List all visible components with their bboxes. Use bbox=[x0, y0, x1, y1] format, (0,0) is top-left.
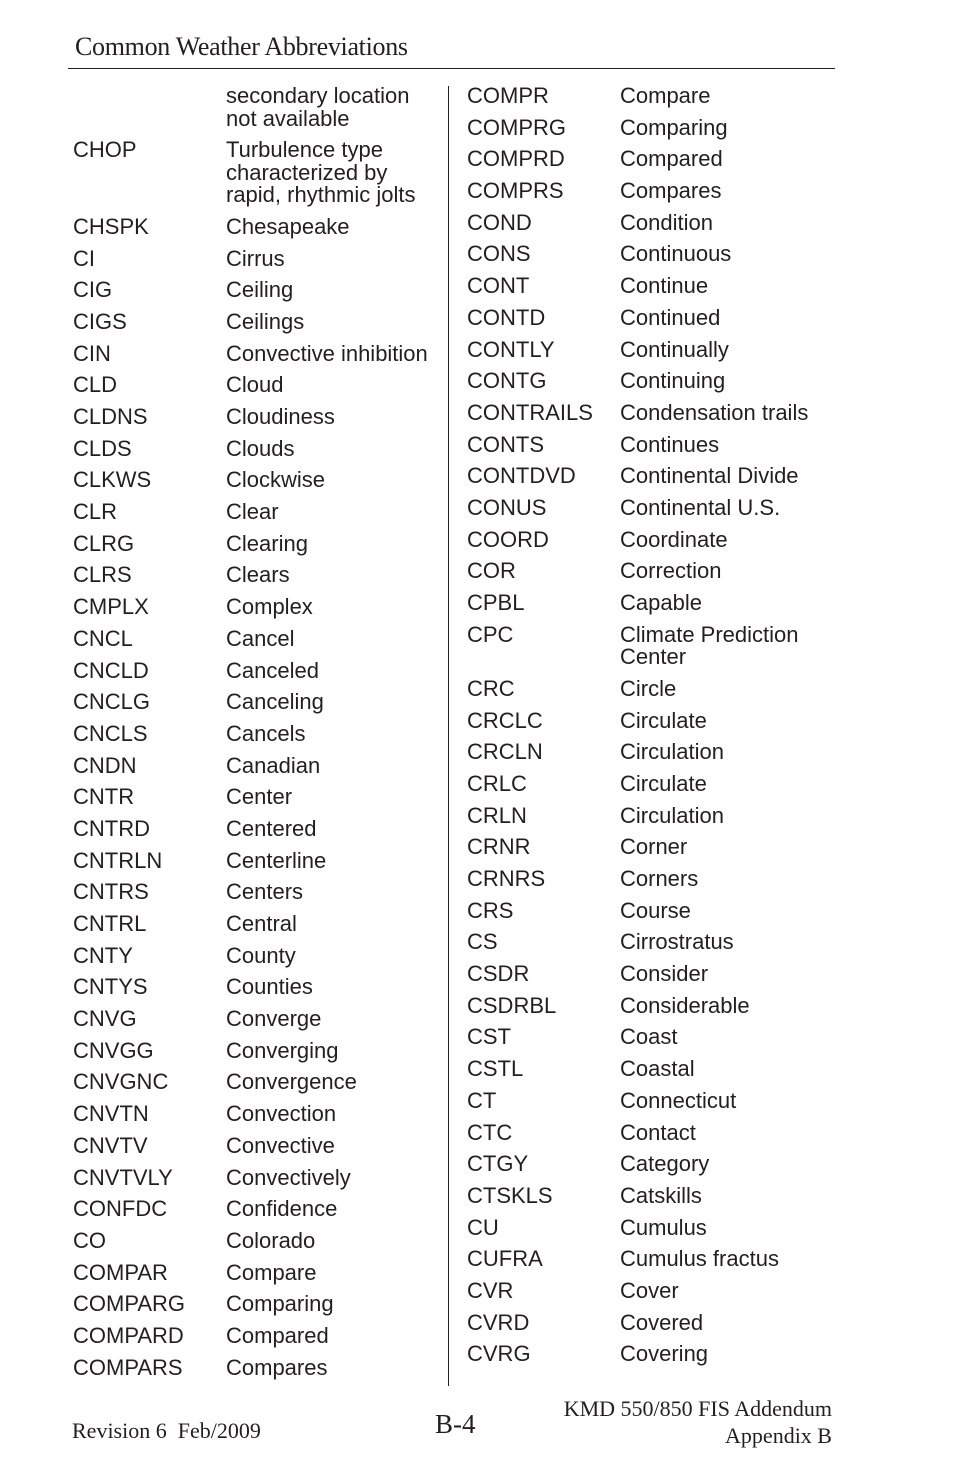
abbreviation-term: CTC bbox=[467, 1119, 513, 1145]
abbreviation-meaning: Turbulence type characterized by rapid, rhythmic jolts bbox=[226, 137, 416, 208]
abbreviation-meaning: Cancels bbox=[226, 720, 306, 746]
abbreviation-term: CS bbox=[467, 929, 498, 955]
abbreviation-meaning: Cloudiness bbox=[226, 404, 335, 429]
abbreviation-row bbox=[73, 1322, 443, 1357]
abbreviation-meaning: Circulation bbox=[620, 739, 724, 765]
abbreviation-row bbox=[73, 1071, 443, 1103]
abbreviation-meaning: Compare bbox=[226, 1259, 317, 1285]
abbreviation-term: CONFDC bbox=[73, 1196, 168, 1222]
abbreviation-row bbox=[467, 465, 837, 497]
abbreviation-term: CLRG bbox=[73, 530, 135, 556]
abbreviation-row bbox=[467, 897, 837, 932]
abbreviation-term: CSDRBL bbox=[467, 992, 557, 1018]
abbreviation-term: COMPRG bbox=[467, 114, 566, 140]
abbreviation-term: CNVTVLY bbox=[73, 1164, 173, 1190]
abbreviation-meaning: Counties bbox=[226, 974, 313, 1000]
abbreviation-term: CLD bbox=[73, 372, 118, 398]
abbreviation-row bbox=[467, 336, 837, 371]
abbreviation-meaning: Covering bbox=[620, 1341, 709, 1367]
abbreviation-row bbox=[467, 494, 837, 529]
abbreviation-meaning: Course bbox=[620, 897, 691, 923]
abbreviation-term: CLDS bbox=[73, 435, 132, 461]
abbreviation-term: CLRS bbox=[73, 562, 132, 588]
abbreviation-meaning: Complex bbox=[226, 594, 313, 620]
abbreviation-row bbox=[73, 406, 443, 438]
abbreviation-term: CNCLS bbox=[73, 720, 148, 746]
abbreviation-row bbox=[73, 625, 443, 660]
column-divider bbox=[448, 86, 449, 1386]
abbreviation-row bbox=[73, 1259, 443, 1294]
abbreviation-meaning: Circulate bbox=[620, 707, 707, 733]
abbreviation-meaning: Canadian bbox=[226, 752, 321, 778]
abbreviation-term: CIGS bbox=[73, 308, 127, 334]
abbreviation-term: CNTRD bbox=[73, 815, 150, 841]
abbreviation-row bbox=[467, 931, 837, 963]
abbreviation-meaning: Convection bbox=[226, 1101, 337, 1127]
abbreviation-row bbox=[467, 741, 837, 773]
abbreviation-meaning: Clears bbox=[226, 562, 290, 588]
abbreviation-row bbox=[467, 1309, 837, 1344]
appendix-label: Appendix B bbox=[725, 1423, 832, 1448]
abbreviation-row bbox=[73, 1132, 443, 1167]
abbreviation-row bbox=[73, 1164, 443, 1199]
abbreviation-meaning: Continue bbox=[620, 273, 709, 299]
abbreviation-row bbox=[73, 1037, 443, 1072]
abbreviation-row bbox=[467, 802, 837, 837]
abbreviation-term: CLDNS bbox=[73, 404, 148, 429]
abbreviation-term: CI bbox=[73, 245, 95, 271]
abbreviation-term: CNVGNC bbox=[73, 1069, 169, 1095]
abbreviation-term: CNCLD bbox=[73, 657, 149, 683]
abbreviation-row bbox=[467, 592, 837, 624]
abbreviation-term: CNVTN bbox=[73, 1101, 149, 1127]
abbreviation-term: CRLC bbox=[467, 770, 527, 796]
abbreviation-term: CRCLC bbox=[467, 707, 543, 733]
abbreviation-row bbox=[467, 275, 837, 307]
abbreviation-row bbox=[467, 148, 837, 180]
abbreviation-term: CTGY bbox=[467, 1151, 529, 1177]
abbreviation-term: CONTG bbox=[467, 368, 547, 394]
abbreviation-term: CLKWS bbox=[73, 467, 152, 493]
abbreviation-meaning: Capable bbox=[620, 590, 702, 615]
page-title: Common Weather Abbreviations bbox=[75, 32, 408, 61]
abbreviation-row bbox=[467, 1153, 837, 1185]
abbreviation-row bbox=[467, 370, 837, 402]
abbreviation-row bbox=[467, 560, 837, 592]
abbreviation-row bbox=[467, 1119, 837, 1154]
abbreviation-term: CVR bbox=[467, 1277, 514, 1303]
abbreviation-row bbox=[73, 340, 443, 375]
abbreviation-term: CHOP bbox=[73, 137, 137, 163]
abbreviation-row bbox=[73, 308, 443, 343]
abbreviation-row bbox=[73, 752, 443, 787]
abbreviation-row bbox=[467, 526, 837, 561]
abbreviation-meaning: Convective inhibition bbox=[226, 340, 428, 366]
abbreviation-meaning: Cumulus fractus bbox=[620, 1246, 779, 1272]
abbreviation-term: CT bbox=[467, 1087, 497, 1113]
abbreviation-row bbox=[73, 976, 443, 1008]
abbreviation-row bbox=[73, 786, 443, 818]
abbreviation-term: CNTRS bbox=[73, 879, 149, 905]
abbreviation-meaning: secondary location not available bbox=[226, 83, 410, 131]
abbreviation-meaning: Convectively bbox=[226, 1164, 351, 1190]
abbreviation-term: CSTL bbox=[467, 1056, 524, 1082]
abbreviation-meaning: Canceled bbox=[226, 657, 319, 683]
abbreviation-meaning: Covered bbox=[620, 1309, 704, 1335]
abbreviation-row bbox=[73, 564, 443, 596]
abbreviation-row bbox=[73, 279, 443, 311]
abbreviation-meaning: Cumulus bbox=[620, 1214, 707, 1240]
abbreviation-term: CONS bbox=[467, 241, 531, 267]
abbreviation-row bbox=[467, 1087, 837, 1122]
abbreviation-term: CO bbox=[73, 1227, 106, 1253]
abbreviation-term: CONTLY bbox=[467, 336, 555, 362]
abbreviation-row bbox=[467, 1182, 837, 1217]
abbreviation-row bbox=[467, 114, 837, 149]
abbreviation-row bbox=[73, 1103, 443, 1135]
abbreviation-meaning: Connecticut bbox=[620, 1087, 737, 1113]
abbreviation-row bbox=[467, 1058, 837, 1090]
abbreviation-meaning: Continues bbox=[620, 431, 720, 457]
abbreviation-row bbox=[73, 657, 443, 692]
abbreviation-meaning: Confidence bbox=[226, 1196, 338, 1222]
abbreviation-term: CMPLX bbox=[73, 594, 149, 620]
abbreviation-meaning: Clockwise bbox=[226, 467, 326, 493]
abbreviation-row bbox=[467, 85, 837, 117]
abbreviation-row bbox=[467, 707, 837, 742]
abbreviation-row bbox=[467, 963, 837, 995]
abbreviation-row bbox=[73, 213, 443, 248]
abbreviation-term: CVRG bbox=[467, 1341, 531, 1367]
abbreviation-term: CRS bbox=[467, 897, 514, 923]
abbreviation-row bbox=[73, 245, 443, 280]
abbreviation-term: COND bbox=[467, 209, 532, 235]
abbreviation-term: CRNRS bbox=[467, 866, 546, 891]
abbreviation-term: CST bbox=[467, 1024, 511, 1050]
abbreviation-term: CLR bbox=[73, 499, 118, 525]
abbreviation-row bbox=[467, 1248, 837, 1280]
abbreviation-row bbox=[467, 1026, 837, 1058]
abbreviation-term: COMPARD bbox=[73, 1322, 184, 1348]
abbreviation-meaning: Clouds bbox=[226, 435, 295, 461]
abbreviation-meaning: Comparing bbox=[226, 1291, 334, 1317]
abbreviation-meaning: Comparing bbox=[620, 114, 728, 140]
abbreviation-list-right bbox=[467, 85, 837, 1375]
abbreviation-row bbox=[467, 209, 837, 244]
abbreviation-meaning: Centers bbox=[226, 879, 304, 905]
abbreviation-meaning: Cloud bbox=[226, 372, 284, 398]
abbreviation-meaning: Compared bbox=[620, 146, 723, 172]
abbreviation-row bbox=[73, 374, 443, 406]
abbreviation-row bbox=[73, 1198, 443, 1230]
page-number: B-4 bbox=[435, 1409, 476, 1439]
abbreviation-row bbox=[467, 1214, 837, 1249]
abbreviation-row bbox=[73, 501, 443, 533]
abbreviation-row bbox=[467, 621, 837, 678]
abbreviation-term: CUFRA bbox=[467, 1246, 543, 1272]
abbreviation-term: CIG bbox=[73, 277, 113, 303]
abbreviation-term: CSDR bbox=[467, 961, 530, 987]
abbreviation-meaning: Converging bbox=[226, 1037, 339, 1063]
abbreviation-term: CONTD bbox=[467, 304, 546, 330]
abbreviation-meaning: Ceiling bbox=[226, 277, 294, 303]
abbreviation-row bbox=[467, 399, 837, 434]
abbreviation-row bbox=[73, 139, 443, 216]
header-divider bbox=[68, 68, 835, 69]
abbreviation-term: CNTYS bbox=[73, 974, 148, 1000]
abbreviation-meaning: Climate Prediction Center bbox=[620, 621, 799, 670]
abbreviation-term: CNCLG bbox=[73, 689, 151, 715]
abbreviation-row bbox=[467, 304, 837, 339]
abbreviation-term: COORD bbox=[467, 526, 549, 552]
abbreviation-list-left bbox=[73, 85, 443, 1388]
abbreviation-meaning: Continually bbox=[620, 336, 729, 362]
abbreviation-row bbox=[73, 1354, 443, 1389]
abbreviation-row bbox=[73, 530, 443, 565]
abbreviation-meaning: Converge bbox=[226, 1006, 322, 1032]
abbreviation-row bbox=[73, 596, 443, 628]
abbreviation-term: CU bbox=[467, 1214, 499, 1240]
abbreviation-meaning: Centerline bbox=[226, 847, 327, 873]
abbreviation-meaning: Corner bbox=[620, 834, 688, 860]
abbreviation-meaning: Correction bbox=[620, 558, 722, 584]
abbreviation-meaning: County bbox=[226, 942, 296, 968]
abbreviation-term: CNVGG bbox=[73, 1037, 154, 1063]
document-title: KMD 550/850 FIS Addendum bbox=[563, 1396, 832, 1421]
abbreviation-row bbox=[73, 913, 443, 945]
abbreviation-row bbox=[73, 847, 443, 882]
abbreviation-term: CNTRLN bbox=[73, 847, 163, 873]
abbreviation-meaning: Canceling bbox=[226, 689, 324, 715]
abbreviation-term: CPC bbox=[467, 621, 514, 647]
abbreviation-meaning: Consider bbox=[620, 961, 709, 987]
abbreviation-row bbox=[467, 431, 837, 466]
abbreviation-meaning: Colorado bbox=[226, 1227, 316, 1253]
abbreviation-meaning: Convergence bbox=[226, 1069, 357, 1095]
abbreviation-term: CNDN bbox=[73, 752, 137, 778]
abbreviation-row bbox=[467, 243, 837, 275]
abbreviation-meaning: Clear bbox=[226, 499, 279, 525]
abbreviation-term: COMPAR bbox=[73, 1259, 168, 1285]
abbreviation-row bbox=[73, 1293, 443, 1325]
abbreviation-meaning: Chesapeake bbox=[226, 213, 350, 239]
abbreviation-meaning: Cover bbox=[620, 1277, 679, 1303]
abbreviation-meaning: Coast bbox=[620, 1024, 678, 1050]
abbreviation-term: COR bbox=[467, 558, 516, 584]
abbreviation-meaning: Considerable bbox=[620, 992, 750, 1018]
abbreviation-meaning: Continuous bbox=[620, 241, 732, 267]
abbreviation-row bbox=[467, 770, 837, 805]
abbreviation-row bbox=[73, 691, 443, 723]
document-info bbox=[564, 1395, 832, 1449]
abbreviation-meaning: Condition bbox=[620, 209, 713, 235]
abbreviation-term: CHSPK bbox=[73, 213, 149, 239]
abbreviation-term: COMPRD bbox=[467, 146, 565, 172]
abbreviation-meaning: Compared bbox=[226, 1322, 329, 1348]
abbreviation-term: CONT bbox=[467, 273, 530, 299]
abbreviation-term: CNTRL bbox=[73, 911, 147, 936]
abbreviation-meaning: Convective bbox=[226, 1132, 335, 1158]
abbreviation-row bbox=[73, 815, 443, 850]
abbreviation-meaning: Cancel bbox=[226, 625, 295, 651]
abbreviation-meaning: Corners bbox=[620, 866, 699, 891]
abbreviation-row bbox=[467, 992, 837, 1027]
abbreviation-meaning: Compare bbox=[620, 83, 711, 108]
abbreviation-term: CONTRAILS bbox=[467, 399, 593, 425]
abbreviation-term: CIN bbox=[73, 340, 111, 366]
abbreviation-row bbox=[73, 720, 443, 755]
abbreviation-term bbox=[73, 85, 226, 130]
abbreviation-term: CRC bbox=[467, 675, 515, 701]
abbreviation-meaning: Circulation bbox=[620, 802, 724, 828]
abbreviation-meaning: Catskills bbox=[620, 1182, 702, 1208]
abbreviation-meaning: Compares bbox=[226, 1354, 328, 1380]
abbreviation-term: CONUS bbox=[467, 494, 547, 520]
abbreviation-term: CVRD bbox=[467, 1309, 530, 1335]
abbreviation-term: CONTDVD bbox=[467, 463, 576, 489]
abbreviation-meaning: Circle bbox=[620, 675, 677, 701]
abbreviation-row bbox=[73, 469, 443, 501]
abbreviation-meaning: Coastal bbox=[620, 1056, 695, 1082]
abbreviation-meaning: Centered bbox=[226, 815, 317, 841]
abbreviation-row bbox=[73, 1008, 443, 1040]
abbreviation-meaning: Continued bbox=[620, 304, 721, 330]
abbreviation-meaning: Continental Divide bbox=[620, 463, 799, 489]
abbreviation-term: CNVTV bbox=[73, 1132, 148, 1158]
abbreviation-term: CNCL bbox=[73, 625, 133, 651]
abbreviation-meaning: Continuing bbox=[620, 368, 726, 394]
abbreviation-row bbox=[467, 868, 837, 900]
abbreviation-meaning: Category bbox=[620, 1151, 710, 1177]
abbreviation-term: CNTR bbox=[73, 784, 135, 810]
abbreviation-meaning: Clearing bbox=[226, 530, 308, 556]
abbreviation-term: CPBL bbox=[467, 590, 525, 615]
abbreviation-meaning: Center bbox=[226, 784, 293, 810]
abbreviation-term: COMPARG bbox=[73, 1291, 186, 1317]
abbreviation-term: CNVG bbox=[73, 1006, 137, 1032]
abbreviation-term: CRLN bbox=[467, 802, 527, 828]
abbreviation-meaning: Condensation trails bbox=[620, 399, 809, 425]
abbreviation-meaning: Cirrus bbox=[226, 245, 285, 271]
abbreviation-term: COMPARS bbox=[73, 1354, 183, 1380]
abbreviation-term: CNTY bbox=[73, 942, 133, 968]
abbreviation-row bbox=[73, 435, 443, 470]
abbreviation-term: COMPR bbox=[467, 83, 549, 108]
abbreviation-row bbox=[467, 180, 837, 212]
abbreviation-term: CTSKLS bbox=[467, 1182, 553, 1208]
abbreviation-term: CRCLN bbox=[467, 739, 543, 765]
abbreviation-row bbox=[467, 1343, 837, 1375]
abbreviation-row bbox=[467, 1277, 837, 1312]
abbreviation-meaning: Ceilings bbox=[226, 308, 305, 334]
abbreviation-row bbox=[467, 836, 837, 868]
abbreviation-meaning: Cirrostratus bbox=[620, 929, 734, 955]
abbreviation-term: CRNR bbox=[467, 834, 531, 860]
abbreviation-row bbox=[73, 85, 443, 139]
abbreviation-row bbox=[73, 881, 443, 913]
abbreviation-meaning: Continental U.S. bbox=[620, 494, 781, 520]
abbreviation-term: CONTS bbox=[467, 431, 544, 457]
abbreviation-term: COMPRS bbox=[467, 178, 564, 204]
abbreviation-row bbox=[73, 942, 443, 977]
abbreviation-meaning: Central bbox=[226, 911, 297, 936]
abbreviation-meaning: Contact bbox=[620, 1119, 696, 1145]
revision-label: Revision 6 Feb/2009 bbox=[72, 1418, 261, 1443]
abbreviation-meaning: Circulate bbox=[620, 770, 707, 796]
abbreviation-row bbox=[73, 1227, 443, 1262]
abbreviation-meaning: Compares bbox=[620, 178, 722, 204]
abbreviation-row bbox=[467, 675, 837, 710]
abbreviation-meaning: Coordinate bbox=[620, 526, 728, 552]
